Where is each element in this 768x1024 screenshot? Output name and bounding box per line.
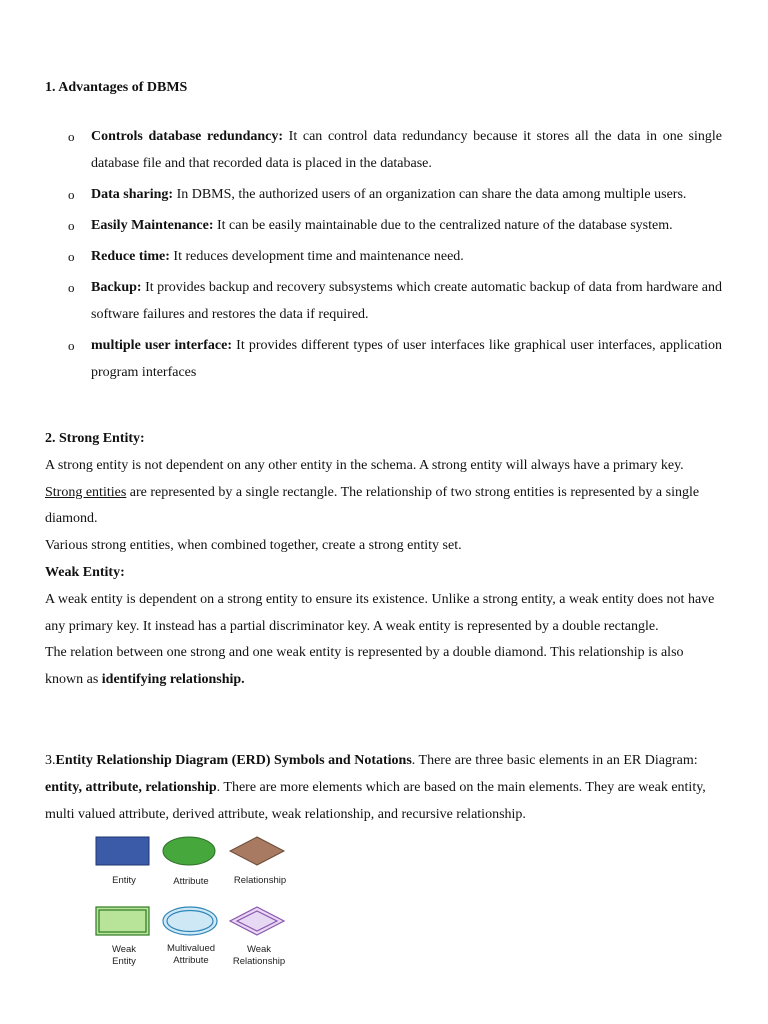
entity-symbol	[96, 837, 149, 865]
weak-relationship-label: Relationship	[232, 956, 286, 967]
identifying-relationship-paragraph	[45, 640, 720, 694]
erd-symbols-figure	[95, 835, 295, 975]
entity-label: Entity	[112, 875, 136, 886]
multivalued-label: Multivalued	[166, 943, 216, 954]
item-term: multiple user interface:	[91, 338, 233, 353]
weak-entity-heading: Weak Entity:	[45, 564, 125, 580]
item-text: It provides different types of user interfaces like graphical user interfaces, application program interfaces	[91, 338, 722, 380]
item-term: Controls database redundancy:	[91, 129, 284, 144]
item-term: Backup:	[91, 280, 142, 295]
bullet-marker: o	[68, 218, 75, 233]
list-item	[45, 243, 722, 270]
bullet-marker: o	[68, 338, 75, 353]
item-text: In DBMS, the authorized users of an organization can share the data among multiple users.	[173, 187, 687, 202]
paragraph-text: . There are three basic elements in an ER Diagram:	[411, 753, 698, 768]
attribute-symbol	[163, 837, 215, 865]
item-term: Easily Maintenance:	[91, 218, 214, 233]
bullet-marker: o	[68, 280, 75, 295]
bullet-marker: o	[68, 187, 75, 202]
bullet-marker: o	[68, 129, 75, 144]
list-item	[45, 332, 722, 386]
relationship-symbol	[230, 837, 284, 865]
item-text: It can control data redundancy because it stores all the data in one single database file and that recorded data is placed in the database.	[91, 129, 722, 171]
bullet-marker: o	[68, 249, 75, 264]
item-text: It can be easily maintainable due to the centralized nature of the database system.	[213, 218, 673, 233]
multivalued-label: Attribute	[173, 955, 209, 966]
section2-heading: 2. Strong Entity:	[45, 431, 145, 446]
list-item	[45, 123, 722, 177]
basic-elements-term: entity, attribute, relationship	[45, 779, 217, 795]
identifying-relationship-term: identifying relationship.	[101, 672, 245, 688]
item-text: It reduces development time and maintenance need.	[169, 249, 464, 264]
section2	[45, 426, 720, 694]
weak-relationship-label: Weak	[246, 944, 272, 955]
section3-title: Entity Relationship Diagram (ERD) Symbols and Notations	[55, 753, 412, 768]
attribute-label: Attribute	[173, 876, 209, 887]
weak-entity-label: Weak	[111, 944, 137, 955]
multivalued-inner-symbol	[167, 911, 213, 932]
weak-entity-inner-symbol	[99, 910, 146, 932]
relationship-label: Relationship	[233, 875, 287, 886]
advantages-list	[45, 123, 722, 390]
section1-heading: 1. Advantages of DBMS	[45, 80, 188, 95]
list-item	[45, 181, 722, 208]
list-item	[45, 212, 722, 239]
item-term: Data sharing:	[91, 187, 174, 202]
paragraph-text: The relation between one strong and one weak entity is represented by a double diamond. This relationship is also known as	[45, 645, 684, 688]
strong-entities-link[interactable]: Strong entities	[45, 484, 127, 500]
list-item	[45, 274, 722, 328]
strong-entity-set-paragraph: Various strong entities, when combined together, create a strong entity set.	[45, 538, 462, 554]
section3-number: 3.	[45, 753, 56, 768]
paragraph-text: are represented by a single rectangle. The relationship of two strong entities is represented by a single diamond.	[45, 484, 700, 527]
weak-entity-paragraph: A weak entity is dependent on a strong entity to ensure its existence. Unlike a strong entity, a weak entity does not have any primary key. It instead has a partial discriminator key. A weak entity is represented by a double rectangle.	[45, 591, 715, 634]
item-term: Reduce time:	[91, 249, 170, 264]
strong-entity-paragraph	[45, 453, 720, 533]
paragraph-text: . There are more elements which are based on the main elements. They are weak entity, multi valued attribute, derived attribute, weak relationship, and recursive relationship.	[45, 779, 706, 822]
section3-paragraph	[45, 748, 720, 828]
paragraph-text: A strong entity is not dependent on any other entity in the schema. A strong entity will always have a primary key.	[45, 457, 684, 473]
item-text: It provides backup and recovery subsystems which create automatic backup of data from hardware and software failures and restores the data if required.	[91, 280, 722, 322]
weak-entity-label: Entity	[112, 956, 136, 967]
